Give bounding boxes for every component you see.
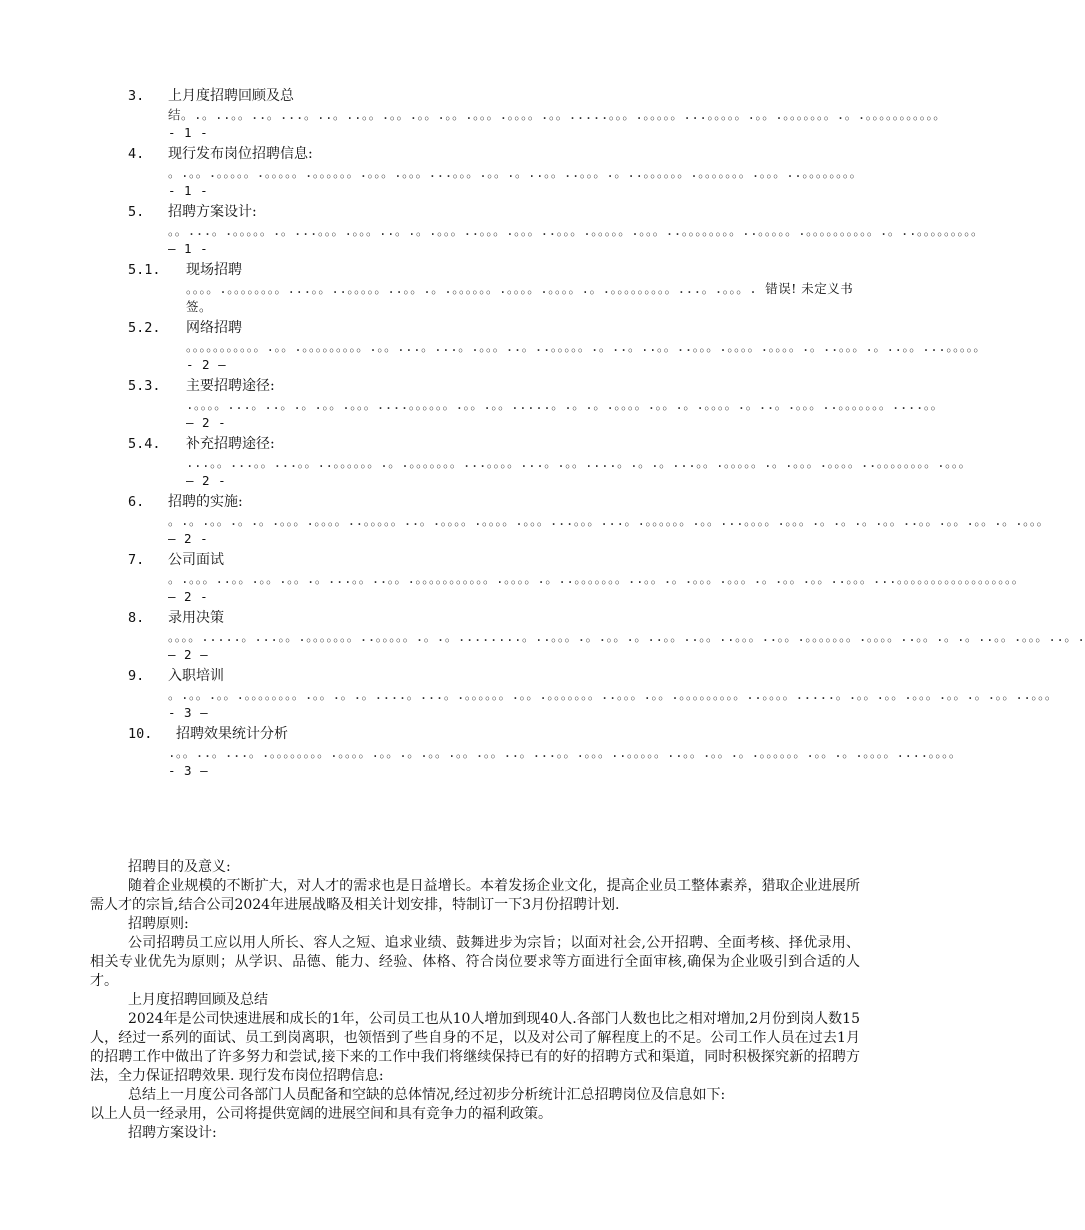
toc-entry-title: 上月度招聘回顾及总 — [168, 88, 294, 104]
toc-leader — [128, 222, 984, 258]
toc-leader — [128, 570, 1025, 606]
toc-leader — [128, 280, 858, 316]
toc-entry-number: 5.4. — [128, 436, 161, 452]
toc-leader-dots: 。.。。.。。.。。。。。。。。.。。.。.。....。...。.。。。。。。.。。.。。。。。。。..。。。.。。.。。。。。。。。。..。。。。.....。.。。.。。.。。。.。。.。.。。..。。。 — [168, 687, 1058, 702]
toc-leader — [128, 744, 962, 780]
toc-entry-title: 招聘效果统计分析 — [176, 726, 288, 742]
toc-page-number: - 3 — — [168, 763, 209, 778]
toc-entry-number: 8. — [128, 610, 145, 626]
toc-entry-number: 5.3. — [128, 378, 161, 394]
toc-entry-title: 补充招聘途径: — [186, 436, 275, 452]
toc-leader-dots: 结。.。..。。..。...。..。..。。.。。.。。.。。.。。。.。。。。.。。.....。。。.。。。。。...。。。。。.。。.。。。。。。。.。.。。。。。。。。。。。 — [168, 107, 947, 122]
toc-entry-number: 5. — [128, 204, 145, 220]
toc-entry-number: 9. — [128, 668, 145, 684]
toc-page-number: — 2 - — [168, 531, 209, 546]
toc-entry-title: 招聘的实施: — [168, 494, 243, 510]
toc-entry-title: 网络招聘 — [186, 320, 242, 336]
document-body — [90, 858, 860, 1143]
toc-page-number: — 2 - — [186, 473, 227, 488]
toc-entry[interactable] — [128, 86, 947, 142]
toc-entry-title: 录用决策 — [168, 610, 224, 626]
section-heading: 招聘目的及意义: — [128, 859, 231, 875]
section-heading: 招聘原则: — [128, 916, 189, 932]
toc-leader-dots: 。。。。。。。。。。。.。。.。。。。。。。。。.。。...。...。.。。。..。..。。。。。.。..。..。。..。。。.。。。。.。。。。.。..。。。.。..。。...。。。。。 — [186, 339, 987, 354]
toc-leader-dots: 。。。。.。。。。。。。。...。。..。。。。。..。。.。.。。。。。。.。。。。.。。。。.。.。。。。。。。。。...。.。。。. — [186, 281, 758, 296]
toc-entry[interactable] — [128, 666, 1058, 722]
toc-entry-number: 5.1. — [128, 262, 161, 278]
toc-page-number: - 2 — — [186, 357, 227, 372]
toc-entry[interactable] — [128, 550, 1025, 606]
toc-leader — [128, 396, 944, 432]
toc-entry[interactable] — [128, 434, 972, 490]
toc-leader — [128, 164, 863, 200]
toc-entry-title: 现行发布岗位招聘信息: — [168, 146, 313, 162]
toc-entry[interactable] — [128, 144, 863, 200]
toc-entry-title: 公司面试 — [168, 552, 224, 568]
table-of-contents — [128, 86, 1085, 782]
paragraph: 以上人员一经录用，公司将提供宽阔的进展空间和具有竞争力的福利政策。 — [90, 1106, 552, 1122]
toc-entry-number: 3. — [128, 88, 145, 104]
toc-entry-number: 4. — [128, 146, 145, 162]
toc-page-number: — 2 — — [168, 647, 209, 662]
toc-entry[interactable] — [128, 376, 944, 432]
toc-entry-title: 招聘方案设计: — [168, 204, 257, 220]
toc-leader-dots: 。.。。.。。。。。.。。。。。.。。。。。。.。。。.。。。...。。。.。。.。..。。..。。。.。..。。。。。。.。。。。。。。.。。。..。。。。。。。。 — [168, 165, 863, 180]
toc-leader-dots: 。。...。.。。。。。.。...。。。.。。。..。.。.。。。..。。。.。。。..。。。.。。。。。.。。。..。。。。。。。。..。。。。。.。。。。。。。。。。.。..。。。。。。。。。 — [168, 223, 984, 238]
toc-entry[interactable] — [128, 492, 1050, 548]
toc-entry-title: 现场招聘 — [186, 262, 242, 278]
toc-entry[interactable] — [128, 318, 987, 374]
toc-page-number: - 1 - — [168, 183, 209, 198]
toc-page-number: 错误! 未定义书签。 — [186, 281, 854, 314]
toc-entry-number: 10. — [128, 726, 153, 742]
paragraph: 随着企业规模的不断扩大，对人才的需求也是日益增长。本着发扬企业文化，提高企业员工整体素养，猎取企业进展所需人才的宗旨,结合公司2024年进展战略及相关计划安排，特制订一下3月份招聘计划. — [90, 878, 860, 913]
paragraph: 公司招聘员工应以用人所长、容人之短、追求业绩、鼓舞进步为宗旨；以面对社会,公开招聘、全面考核、择优录用、相关专业优先为原则；从学识、品德、能力、经验、体格、符合岗位要求等方面进行全面审核,确保为企业吸引到合适的人才。 — [90, 935, 860, 989]
toc-page-number: — 2 - — [186, 415, 227, 430]
toc-leader-dots: 。。。。.....。...。。.。。。。。。。..。。。。。.。.。........。..。。。.。.。。.。..。。..。。..。。。..。。.。。。。。。。.。。。。..。。.。.。..。。.。。。..。. — [168, 629, 1085, 644]
paragraph: 总结上一月度公司各部门人员配备和空缺的总体情况,经过初步分析统计汇总招聘岗位及信息如下: — [128, 1087, 726, 1103]
toc-page-number: - 3 — — [168, 705, 209, 720]
toc-leader — [128, 106, 947, 142]
toc-leader — [128, 628, 1085, 664]
toc-entry-number: 7. — [128, 552, 145, 568]
toc-leader — [128, 454, 972, 490]
toc-entry[interactable] — [128, 260, 858, 316]
toc-leader-dots: .。。。。...。..。.。.。。.。。。....。。。。。。.。。.。。.....。.。.。.。。。。.。。.。.。。。。.。..。.。。。..。。。。。。。....。。 — [186, 397, 944, 412]
toc-leader — [128, 338, 987, 374]
paragraph: 2024年是公司快速进展和成长的1年，公司员工也从10人增加到现40人.各部门人数也比之相对增加,2月份到岗人数15人，经过一系列的面试、员工到岗离职，也领悟到了些自身的不足，以及对公司了解程度上的不足。公司工作人员在过去1月的招聘工作中做出了许多努力和尝试,接下来的工作中我们将继续保持已有的好的招聘方式和渠道，同时积极探究新的招聘方法，全力保证招聘效果. 现行发布岗位招聘信息: — [90, 1011, 860, 1084]
toc-page-number: — 2 - — [168, 589, 209, 604]
toc-entry-title: 入职培训 — [168, 668, 224, 684]
toc-leader — [128, 512, 1050, 548]
toc-entry-title: 主要招聘途径: — [186, 378, 275, 394]
toc-page-number: — 1 - — [168, 241, 209, 256]
toc-leader — [128, 686, 1058, 722]
toc-entry-number: 6. — [128, 494, 145, 510]
toc-page-number: - 1 - — [168, 125, 209, 140]
toc-leader-dots: 。.。。。..。。.。。.。。.。...。。..。。.。。。。。。。。。。。.。。。。.。..。。。。。。。..。。.。.。。。.。。。.。.。。.。。..。。。...。。。。。。。。。。。。。。。。。。 — [168, 571, 1025, 586]
section-heading: 上月度招聘回顾及总结 — [128, 992, 268, 1008]
toc-entry[interactable] — [128, 724, 962, 780]
section-heading: 招聘方案设计: — [128, 1125, 217, 1141]
toc-leader-dots: ...。。...。。...。。..。。。。。。.。.。。。。。。。...。。。。...。.。。....。.。.。...。。.。。。。。.。.。。。.。。。。..。。。。。。。。.。。。 — [186, 455, 972, 470]
toc-leader-dots: 。.。.。。.。.。.。。。.。。。。..。。。。。..。.。。。。.。。。。.。。。...。。。...。.。。。。。。.。。...。。。。.。。。.。.。.。.。。..。。.。。.。。.。.。。。 — [168, 513, 1050, 528]
toc-entry[interactable] — [128, 608, 1085, 664]
toc-entry-number: 5.2. — [128, 320, 161, 336]
toc-leader-dots: .。。..。...。.。。。。。。。。.。。。。.。。.。.。。.。。.。。..。...。。.。。。..。。。。。..。。.。。.。.。。。。。。.。。.。.。。。。....。。。。 — [168, 745, 962, 760]
toc-entry[interactable] — [128, 202, 984, 258]
